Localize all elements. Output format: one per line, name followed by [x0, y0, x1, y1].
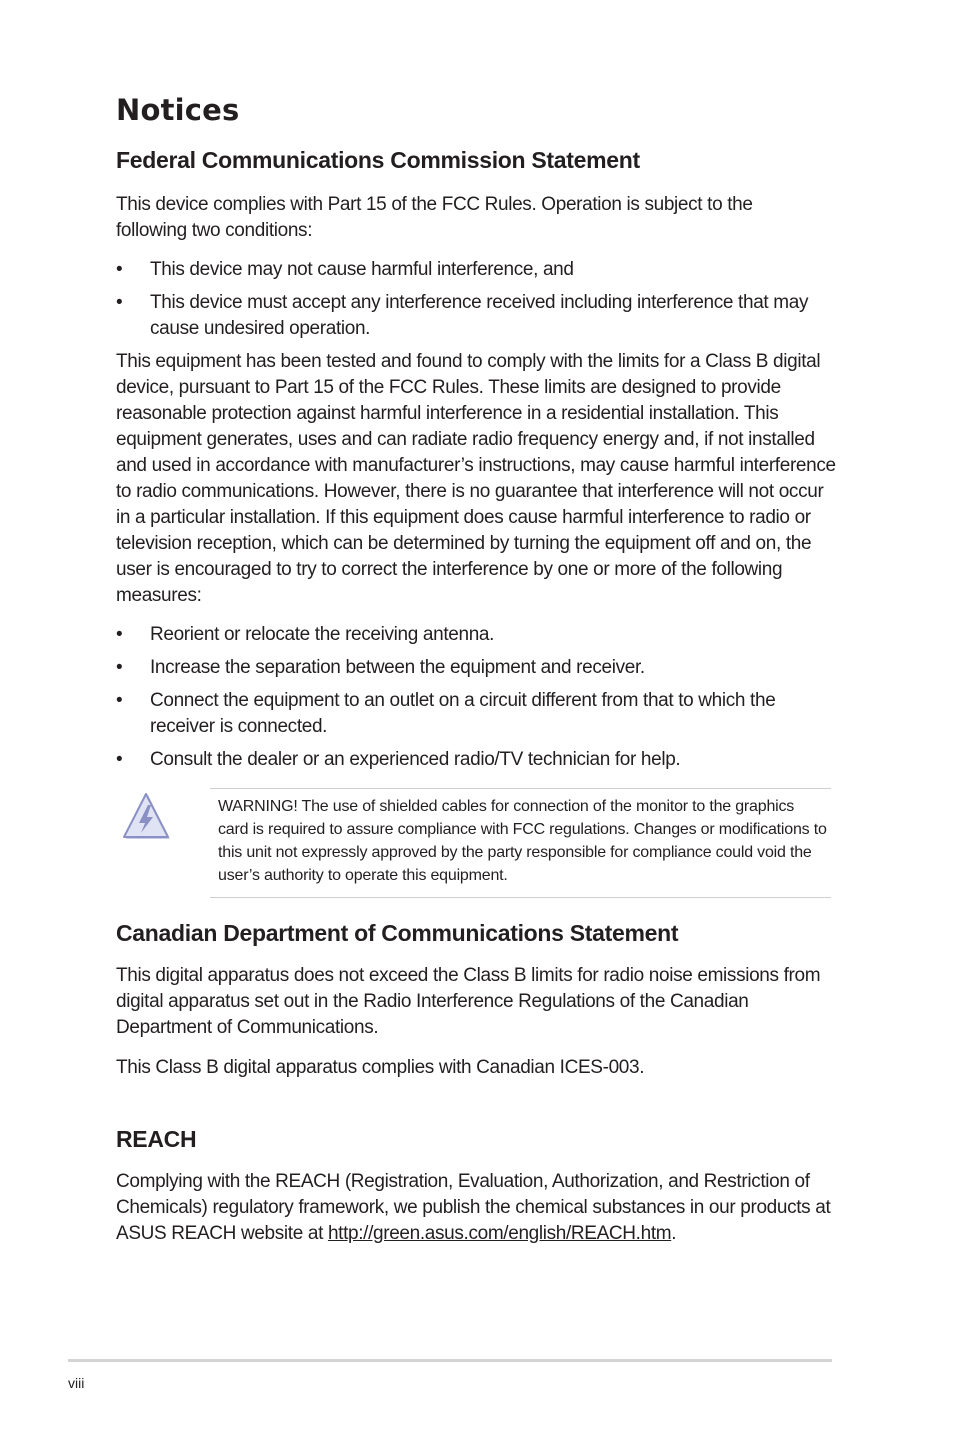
reach-heading: REACH	[116, 1126, 197, 1152]
bullet-icon: •	[116, 749, 123, 770]
list-item	[116, 655, 836, 681]
bullet-icon: •	[116, 690, 123, 711]
warning-note	[116, 788, 832, 898]
list-item-text: Consult the dealer or an experienced radio/TV technician for help.	[150, 749, 681, 770]
canada-heading: Canadian Department of Communications Statement	[116, 920, 679, 946]
page-title: Notices	[116, 93, 240, 127]
list-item-text: Reorient or relocate the receiving antenna.	[150, 624, 495, 645]
bullet-icon: •	[116, 657, 123, 678]
fcc-body: This equipment has been tested and found to comply with the limits for a Class B digital device, pursuant to Part 15 of the FCC Rules. These limits are designed to provide reasonable protection against harmful interference in a residential installation. This equipment generates, uses and can radiate radio frequency energy and, if not installed and used in accordance with manufacturer’s instructions, may cause harmful interference to radio communications. However, there is no guarantee that interference will not occur in a particular installation. If this equipment does cause harmful interference to radio or television reception, which can be determined by turning the equipment off and on, the user is encouraged to try to correct the interference by one or more of the following measures:	[116, 351, 836, 606]
warning-box	[210, 788, 831, 898]
list-item-text: This device must accept any interference received including interference that may cause undesired operation.	[150, 292, 809, 339]
reach-text-before: Complying with the REACH (Registration, Evaluation, Authorization, and Restriction of Chemicals) regulatory framework, we publish the chemical substances in our products at ASUS REACH website at	[116, 1171, 831, 1244]
bullet-icon: •	[116, 259, 123, 280]
list-item	[116, 622, 836, 648]
list-item	[116, 290, 830, 342]
reach-section	[116, 1125, 836, 1247]
canada-para-1: This digital apparatus does not exceed the Class B limits for radio noise emissions from digital apparatus set out in the Radio Interference Regulations of the Canadian Department of Communications.	[116, 965, 821, 1038]
page-number: viii	[68, 1375, 85, 1391]
reach-website-link[interactable]: http://green.asus.com/english/REACH.htm	[327, 1223, 672, 1244]
list-item	[116, 688, 840, 740]
reach-text	[116, 1169, 838, 1247]
bullet-icon: •	[116, 624, 123, 645]
footer-divider	[68, 1359, 832, 1362]
canada-section	[116, 919, 836, 1081]
list-item-text: Connect the equipment to an outlet on a circuit different from that to which the receiver is connected.	[150, 690, 776, 737]
fcc-heading: Federal Communications Commission Statement	[116, 147, 640, 173]
fcc-intro: This device complies with Part 15 of the FCC Rules. Operation is subject to the following two conditions:	[116, 194, 753, 241]
list-item	[116, 257, 836, 283]
fcc-measures-list	[116, 622, 836, 773]
warning-text: WARNING! The use of shielded cables for connection of the monitor to the graphics card is required to assure compliance with FCC regulations. Changes or modifications to this unit not expressly approved by the party responsible for compliance could void the user’s authority to operate this equipment.	[218, 798, 827, 884]
fcc-section	[116, 146, 836, 773]
warning-triangle-icon	[120, 792, 172, 842]
canada-para-2: This Class B digital apparatus complies with Canadian ICES-003.	[116, 1057, 645, 1078]
list-item-text: This device may not cause harmful interference, and	[150, 259, 574, 280]
fcc-conditions-list	[116, 257, 836, 342]
bullet-icon: •	[116, 292, 123, 313]
reach-text-after: .	[671, 1223, 677, 1244]
list-item	[116, 747, 836, 773]
list-item-text: Increase the separation between the equipment and receiver.	[150, 657, 645, 678]
